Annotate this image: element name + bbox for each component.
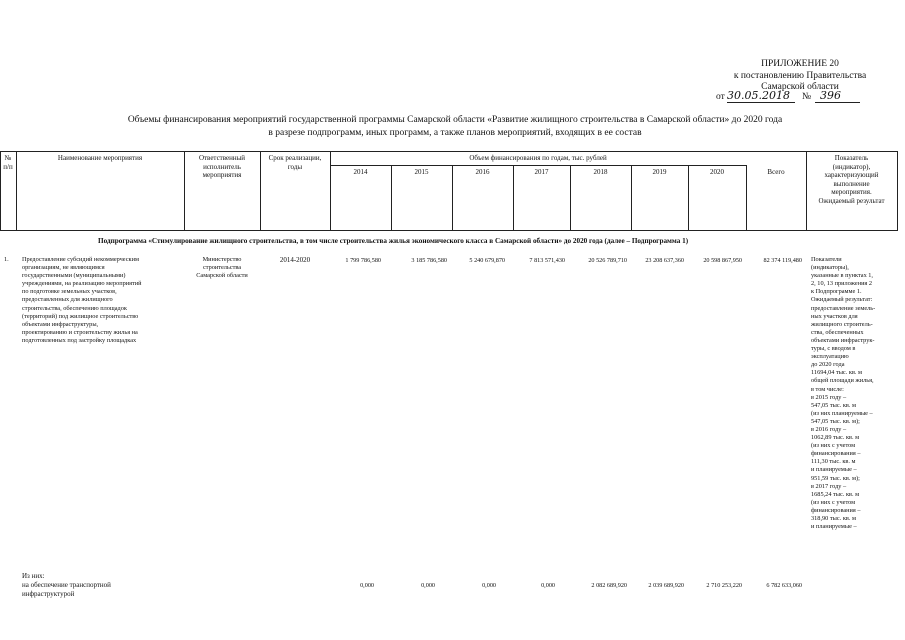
subrow-label: Из них: [22,572,45,580]
header-year-2015: 2015 [414,168,429,176]
subrow-value-2020: 2 710 253,220 [706,582,742,589]
table-top-border [0,151,898,152]
header-num: № п/п [3,154,13,171]
header-name: Наименование мероприятия [57,154,143,162]
subprogram-title: Подпрограмма «Стимулирование жилищного строительства, в том числе строительства жилья экономического класса в Самарской области» до 2020 года (далее – Подпрограмма 1) [98,237,689,245]
document-title-line2: в разрезе подпрограмм, иных программ, а также планов мероприятий, входящих в ее состав [268,128,642,138]
subrow-value-2014: 0,000 [360,582,374,589]
col-border-term [330,151,331,230]
subrow-value-2016: 0,000 [482,582,496,589]
header-indicator: Показатель (индикатор), характеризующий выполнение мероприятия. Ожидаемый результат [818,154,885,205]
row1-indicator: Показатели (индикаторы), указанные в пунктах 1, 2, 10, 13 приложения 2 к Подпрограмме 1. Ожидаемый результат: предоставление земель- ных участков для жилищного строитель- ства, обеспеченных объектами инфраструк- туры, с вводом в эксплуатацию до 2020 года 11694,04 тыс. кв. м общей площади жилья, в том числе: в 2015 году – 547,05 тыс. кв. м (из них планируемые – 547,05 тыс. кв. м); в 2016 году – 1062,89 тыс. кв. м (из них с учетом финансирования – 111,30 тыс. кв. м и планируемые – 951,59 тыс. кв. м); в 2017 году – 1685,24 тыс. кв. м (из них с учетом финансирования – 318,90 тыс. кв. м и планируемые – [811,256,876,531]
row1-executor: Министерство строительства Самарской области [196,256,248,280]
row1-num: 1. [4,256,9,263]
row1-value-2018: 20 526 789,710 [588,257,627,264]
appendix-number: 396 [820,89,841,102]
subrow-value-2015: 0,000 [421,582,435,589]
row1-value-2015: 3 185 786,580 [411,257,447,264]
subrow-value-total: 6 782 633,060 [766,582,802,589]
appendix-line2: Самарской области [761,82,839,92]
appendix-number-prefix: № [802,92,812,102]
appendix-date: 30.05.2018 [727,89,790,102]
row1-value-2014: 1 799 786,580 [345,257,381,264]
row1-value-2020: 20 598 867,950 [703,257,742,264]
appendix-date-prefix: от [716,92,725,102]
header-term: Срок реализации, годы [268,154,322,171]
header-total: Всего [767,168,785,176]
subrow-value-2017: 0,000 [541,582,555,589]
row1-value-2017: 7 813 571,430 [529,257,565,264]
subrow-value-2018: 2 082 689,920 [591,582,627,589]
subrow-name: на обеспечение транспортной инфраструктурой [22,581,111,598]
document-title-line1: Объемы финансирования мероприятий государственной программы Самарской области «Развитие жилищного строительства в Самарской области» до 2020 года [127,115,783,125]
date-underline [727,102,795,103]
subrow-value-2019: 2 039 689,920 [648,582,684,589]
row1-value-2016: 5 240 679,870 [469,257,505,264]
header-year-2018: 2018 [593,168,608,176]
col-border-right [897,151,898,230]
row1-value-2019: 23 208 637,360 [645,257,684,264]
header-year-2019: 2019 [652,168,667,176]
header-year-2020: 2020 [710,168,724,176]
financing-subheader-border [330,165,746,166]
header-financing: Объем финансирования по годам, тыс. рублей [469,154,607,162]
appendix-line1: к постановлению Правительства [733,71,867,81]
header-year-2017: 2017 [534,168,549,176]
header-bottom-border [0,230,898,231]
appendix-title: ПРИЛОЖЕНИЕ 20 [761,59,839,69]
row1-value-total: 82 374 119,480 [763,257,802,264]
header-year-2016: 2016 [475,168,490,176]
header-year-2014: 2014 [353,168,368,176]
col-border-num [16,151,17,230]
number-underline [815,102,860,103]
row1-term: 2014-2020 [279,256,311,264]
row1-name: Предоставление субсидий некоммерческим организациям, не являющимся государственными (муниципальными) учреждениями, на реализацию мероприятий по подготовке земельных участков, предоставленных для жилищного строительства, обеспечению площадок (территорий) под жилищное строительство объектами инфраструктуры, проектированию и строительству жилья на подготовленных под застройку площадках [22,256,142,344]
header-executor: Ответственный исполнитель мероприятия [198,154,246,179]
